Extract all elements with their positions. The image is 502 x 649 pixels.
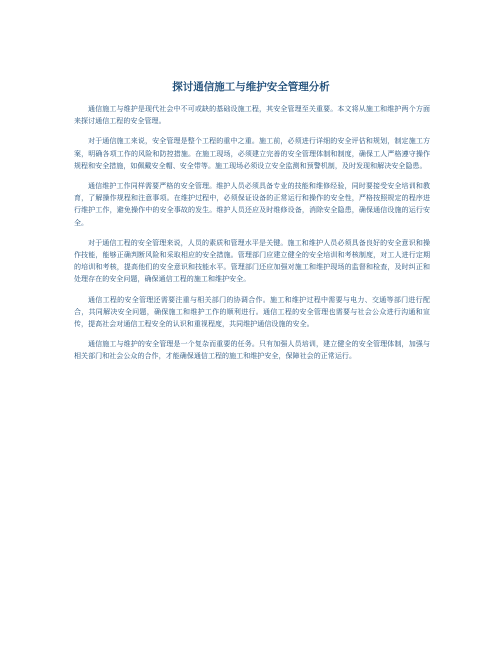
paragraph-construction-safety: 对于通信施工来说，安全管理是整个工程的重中之重。施工前，必须进行详细的安全评估和规划，制定施工方案，明确各项工作的风险和防控措施。在施工现场，必须建立完善的安全管理体制和制度，确保工人严格遵守操作规程和安全措施，如佩戴安全帽、安全带等。施工现场必须设立安全监测和预警机制，及时发现和解决安全隐患。 <box>74 137 430 170</box>
paragraph-coordination: 通信工程的安全管理还需要注重与相关部门的协调合作。施工和维护过程中需要与电力、交通等部门进行配合，共同解决安全问题，确保施工和维护工作的顺利进行。通信工程的安全管理也需要与社会公众进行沟通和宣传，提高社会对通信工程安全的认识和重视程度，共同维护通信设施的安全。 <box>74 295 430 329</box>
paragraph-maintenance-safety: 通信维护工作同样需要严格的安全管理。维护人员必须具备专业的技能和维修经验，同时要接受安全培训和教育，了解操作规程和注意事项。在维护过程中，必须保证设备的正常运行和操作的安全性，严格按照规定的程序进行维护工作，避免操作中的安全事故的发生。维护人员还应及时维修设备，消除安全隐患，确保通信设施的运行安全。 <box>74 182 430 227</box>
document-title: 探讨通信施工与维护安全管理分析 <box>172 81 330 93</box>
paragraph-conclusion: 通信施工与维护的安全管理是一个复杂而重要的任务。只有加强人员培训，建立健全的安全管理体制，加强与相关部门和社会公众的合作，才能确保通信工程的施工和维护安全，保障社会的正常运行。 <box>74 340 430 361</box>
paragraph-personnel-quality: 对于通信工程的安全管理来说，人员的素质和管理水平是关键。施工和维护人员必须具备良好的安全意识和操作技能，能够正确判断风险和采取相应的安全措施。管理部门应建立健全的安全培训和考核制度，对工人进行定期的培训和考核，提高他们的安全意识和技能水平。管理部门还应加强对施工和维护现场的监督和检查，及时纠正和处理存在的安全问题，确保通信工程的施工和维护安全。 <box>74 238 430 284</box>
paragraph-intro: 通信施工与维护是现代社会中不可或缺的基础设施工程，其安全管理至关重要。本文将从施工和维护两个方面来探讨通信工程的安全管理。 <box>74 105 430 126</box>
document-body <box>74 103 430 371</box>
